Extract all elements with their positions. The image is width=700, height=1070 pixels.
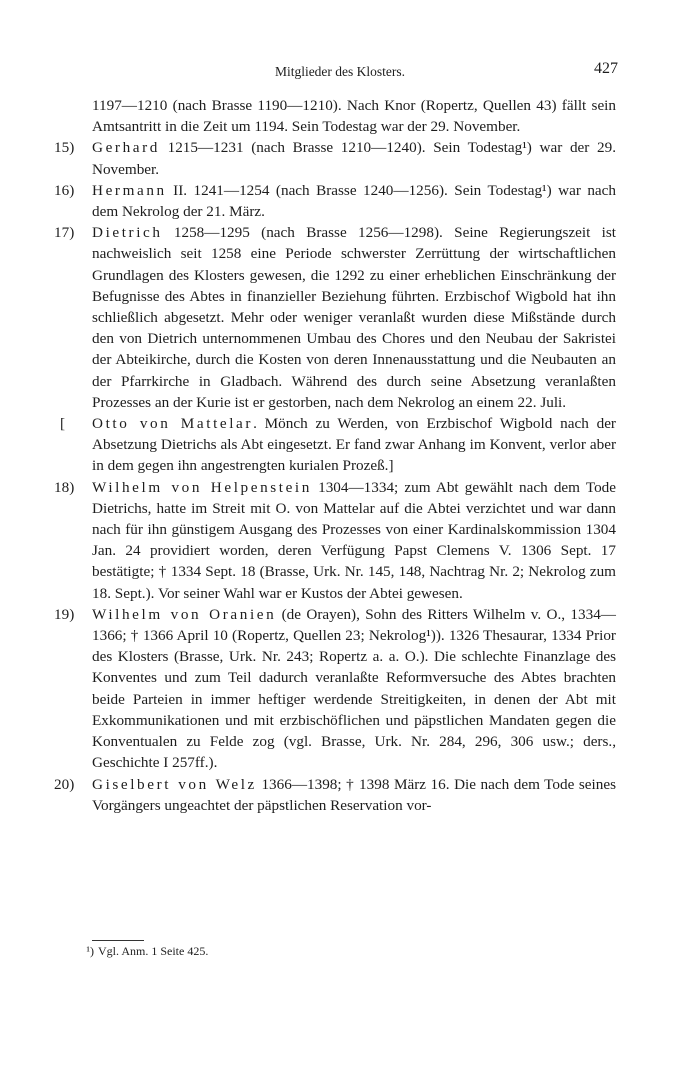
entry-text: II. 1241—1254 (nach Brasse 1240—1256). Sein Todestag¹) war nach dem Nekrolog der 21. März. [92, 181, 616, 221]
open-bracket: [ [60, 415, 66, 433]
entry-number: 20) [54, 775, 75, 793]
abbot-name: Gerhard [92, 139, 160, 157]
entry-text: 1304—1334; zum Abt gewählt nach dem Tode Dietrichs, hatte im Streit mit O. von Mattelar auf die Abtei verzichtet und war dann nach für ihn günstigem Ausgang des Prozesses von einer Kardinalskommission 1304 Jan. 24 providiert worden, deren Verfügung Papst Clemens V. 1306 Sept. 17 bestätigte; † 1334 Sept. 18 (Brasse, Urk. Nr. 145, 148, Nachtrag Nr. 2; Nekrolog zum 18. Sept.). Vor seiner Wahl war er Kustos der Abtei gewesen. [92, 478, 616, 602]
entry-number: 15) [54, 139, 75, 157]
abbot-name: Hermann [92, 181, 167, 199]
entry-text: 1366—1398; † 1398 März 16. Die nach dem Tode seines Vorgängers ungeachtet der päpstlichen Reservation vor- [92, 775, 616, 814]
running-header [62, 60, 618, 82]
footnote [74, 944, 208, 959]
paragraph-continued [62, 95, 616, 137]
abbot-entry-15 [54, 137, 616, 179]
footnote-rule [92, 940, 144, 941]
entry-text: 1215—1231 (nach Brasse 1210—1240). Sein Todestag¹) war der 29. November. [92, 139, 616, 178]
abbot-entry-20 [54, 774, 616, 816]
abbot-name: Dietrich [92, 224, 163, 242]
body-text [54, 95, 616, 816]
entry-text: 1258—1295 (nach Brasse 1256—1298). Seine Regierungszeit ist nachweislich seit 1258 eine Periode schwerster Zerrüttung der wirtschaftlichen Grundlagen des Klosters gewesen, die 1292 zu einer erheblichen Einschränkung der Befugnisse des Abtes in finanzieller Beziehung führten. Erzbischof Wigbold hat ihn schließlich abgesetzt. Mehr oder weniger veranlaßt wurden diese Mißstände durch den von Dietrich unternommenen Umbau des Chores und den Neubau der Sakristei der Abteikirche, durch die Kosten von deren Innenausstattung und die Neubauten an der Pfarrkirche in Gladbach. Während des durch seine Absetzung veranlaßten Prozesses an der Kurie ist er gestorben, nach dem Nekrolog an einem 22. Juli. [92, 224, 616, 411]
entry-number: 19) [54, 605, 75, 623]
page-number: 427 [594, 60, 618, 77]
abbot-name: Wilhelm von Oranien [92, 605, 277, 623]
abbot-name: Giselbert von Welz [92, 775, 257, 793]
abbot-entry-18 [54, 477, 616, 604]
bracketed-entry-otto [62, 413, 616, 477]
abbot-name: Otto von Mattelar [92, 415, 254, 433]
footnote-text: Vgl. Anm. 1 Seite 425. [98, 944, 209, 958]
entry-number: 16) [54, 181, 75, 199]
entry-text: (de Orayen), Sohn des Ritters Wilhelm v. O., 1334—1366; † 1366 April 10 (Ropertz, Quellen 23; Nekrolog¹)). 1326 Thesaurar, 1334 Prior des Klosters (Brasse, Urk. Nr. 243; Ropertz a. a. O.). Die schlechte Finanzlage des Konventes und zum Teil dadurch veranlaßte Reformversuche des Abtes brachten beide Parteien in immer heftiger werdende Streitigkeiten, in denen der Abt mit Exkommunikationen und mit erzbischöflichen und päpstlichen Mandaten gegen die Konventualen zu Felde zog (vgl. Brasse, Urk. Nr. 284, 296, 306 usw.; ders., Geschichte I 257ff.). [92, 605, 616, 772]
abbot-entry-19 [54, 604, 616, 774]
abbot-entry-17 [54, 222, 616, 413]
running-title: Mitglieder des Klosters. [274, 64, 406, 79]
entry-number: 17) [54, 224, 75, 242]
abbot-entry-16 [54, 180, 616, 222]
paragraph-text: 1197—1210 (nach Brasse 1190—1210). Nach Knor (Ropertz, Quellen 43) fällt sein Amtsantritt in die Zeit um 1194. Sein Todestag war der 29. November. [92, 97, 616, 136]
entry-text: . Mönch zu Werden, von Erzbischof Wigbold nach der Absetzung Dietrichs als Abt eingesetzt. Er fand zwar Anhang im Konvent, verlor aber in dem gegen ihn angestrengten kurialen Prozeß.] [92, 415, 616, 475]
entry-number: 18) [54, 478, 75, 496]
abbot-name: Wilhelm von Helpenstein [92, 478, 312, 496]
footnote-marker: ¹) [86, 944, 94, 958]
